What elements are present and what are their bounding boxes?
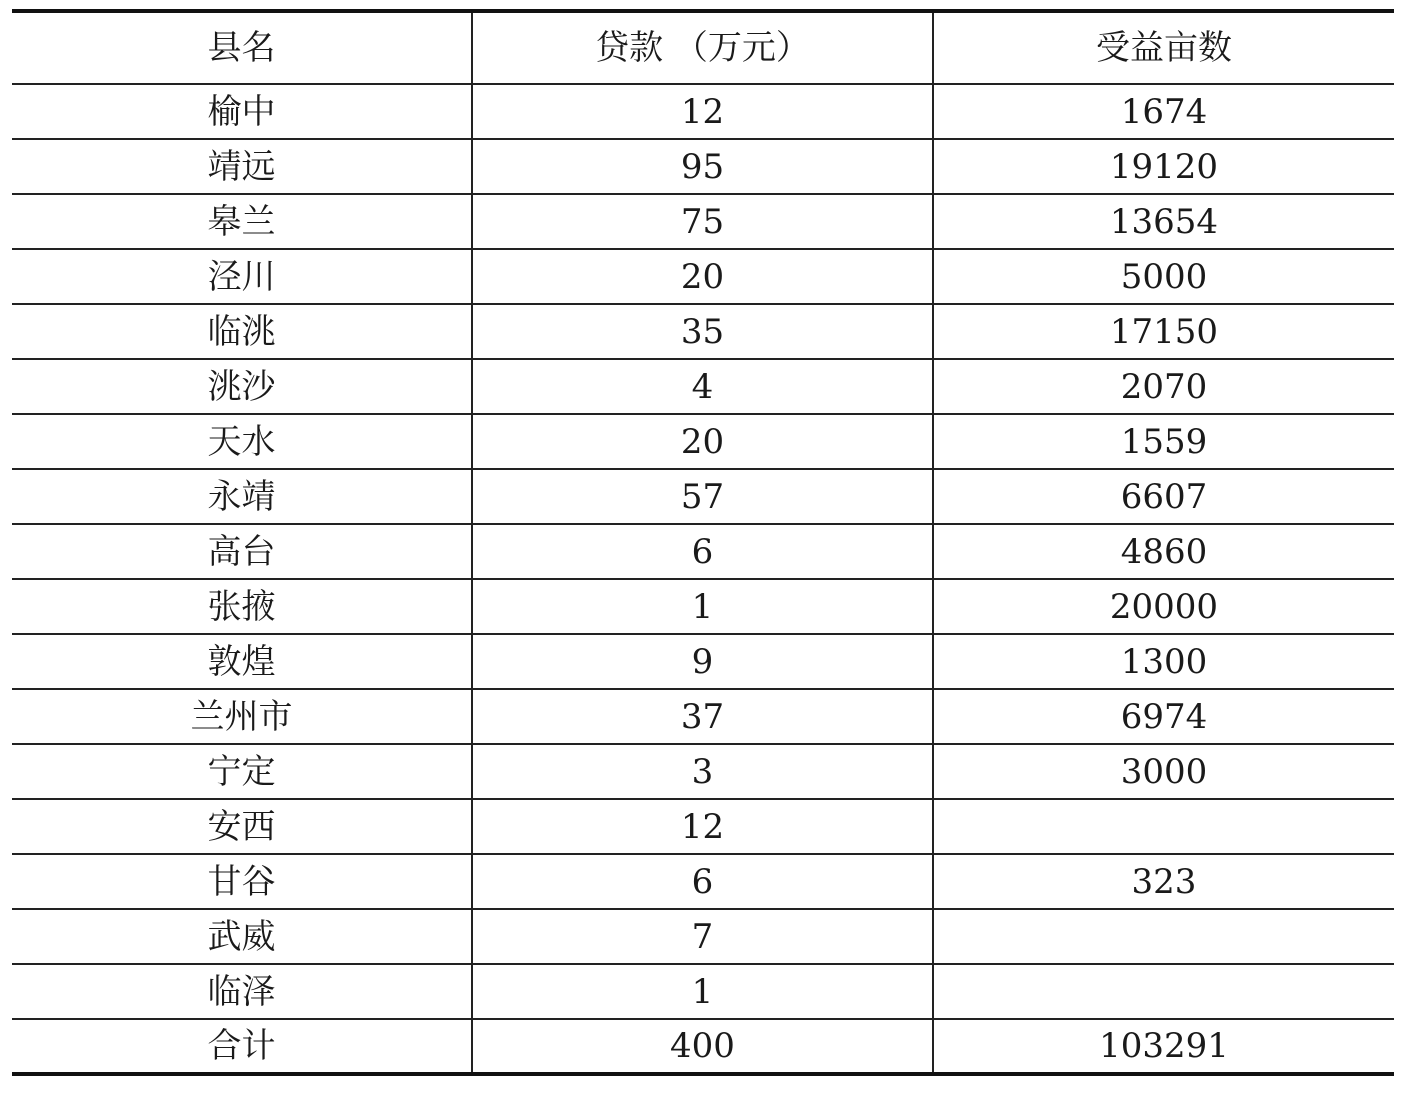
table-row (12, 799, 1394, 854)
header-loan: 贷款 （万元） (472, 11, 933, 84)
cell-acres: 19120 (933, 139, 1394, 194)
table-row (12, 84, 1394, 139)
cell-county: 甘谷 (12, 854, 472, 909)
cell-county: 临泽 (12, 964, 472, 1019)
table-row (12, 634, 1394, 689)
loan-table (12, 9, 1394, 1076)
cell-loan: 20 (472, 249, 933, 304)
cell-loan: 75 (472, 194, 933, 249)
cell-acres: 5000 (933, 249, 1394, 304)
cell-county: 皋兰 (12, 194, 472, 249)
table-row (12, 249, 1394, 304)
cell-loan: 37 (472, 689, 933, 744)
cell-county: 临洮 (12, 304, 472, 359)
cell-loan: 4 (472, 359, 933, 414)
cell-county: 安西 (12, 799, 472, 854)
loan-table-container (12, 9, 1394, 1076)
cell-loan: 9 (472, 634, 933, 689)
cell-county: 敦煌 (12, 634, 472, 689)
cell-acres: 6607 (933, 469, 1394, 524)
cell-county: 天水 (12, 414, 472, 469)
table-row (12, 359, 1394, 414)
table-row (12, 304, 1394, 359)
table-row (12, 524, 1394, 579)
cell-county: 武威 (12, 909, 472, 964)
cell-acres: 1559 (933, 414, 1394, 469)
cell-county: 洮沙 (12, 359, 472, 414)
cell-loan: 95 (472, 139, 933, 194)
cell-acres (933, 964, 1394, 1019)
cell-loan: 35 (472, 304, 933, 359)
cell-acres: 6974 (933, 689, 1394, 744)
cell-acres: 1300 (933, 634, 1394, 689)
cell-county: 泾川 (12, 249, 472, 304)
cell-county: 靖远 (12, 139, 472, 194)
cell-loan: 7 (472, 909, 933, 964)
cell-loan: 20 (472, 414, 933, 469)
cell-loan: 6 (472, 854, 933, 909)
cell-loan: 12 (472, 84, 933, 139)
cell-acres: 103291 (933, 1019, 1394, 1074)
table-row (12, 414, 1394, 469)
cell-loan: 6 (472, 524, 933, 579)
cell-loan: 57 (472, 469, 933, 524)
table-row (12, 139, 1394, 194)
cell-acres: 323 (933, 854, 1394, 909)
cell-county: 永靖 (12, 469, 472, 524)
table-row (12, 964, 1394, 1019)
cell-acres: 20000 (933, 579, 1394, 634)
cell-loan: 3 (472, 744, 933, 799)
table-row (12, 744, 1394, 799)
table-row (12, 469, 1394, 524)
table-row (12, 909, 1394, 964)
cell-acres: 13654 (933, 194, 1394, 249)
cell-acres: 2070 (933, 359, 1394, 414)
cell-acres: 17150 (933, 304, 1394, 359)
cell-acres: 3000 (933, 744, 1394, 799)
header-county: 县名 (12, 11, 472, 84)
cell-acres (933, 909, 1394, 964)
cell-county: 兰州市 (12, 689, 472, 744)
cell-acres: 4860 (933, 524, 1394, 579)
table-row (12, 194, 1394, 249)
table-row (12, 854, 1394, 909)
cell-county: 宁定 (12, 744, 472, 799)
cell-acres (933, 799, 1394, 854)
cell-county: 榆中 (12, 84, 472, 139)
table-row (12, 1019, 1394, 1074)
table-header-row (12, 11, 1394, 84)
cell-acres: 1674 (933, 84, 1394, 139)
cell-county: 合计 (12, 1019, 472, 1074)
cell-loan: 400 (472, 1019, 933, 1074)
cell-county: 张掖 (12, 579, 472, 634)
table-row (12, 579, 1394, 634)
header-acres: 受益亩数 (933, 11, 1394, 84)
cell-loan: 1 (472, 964, 933, 1019)
cell-loan: 12 (472, 799, 933, 854)
cell-county: 高台 (12, 524, 472, 579)
table-row (12, 689, 1394, 744)
cell-loan: 1 (472, 579, 933, 634)
